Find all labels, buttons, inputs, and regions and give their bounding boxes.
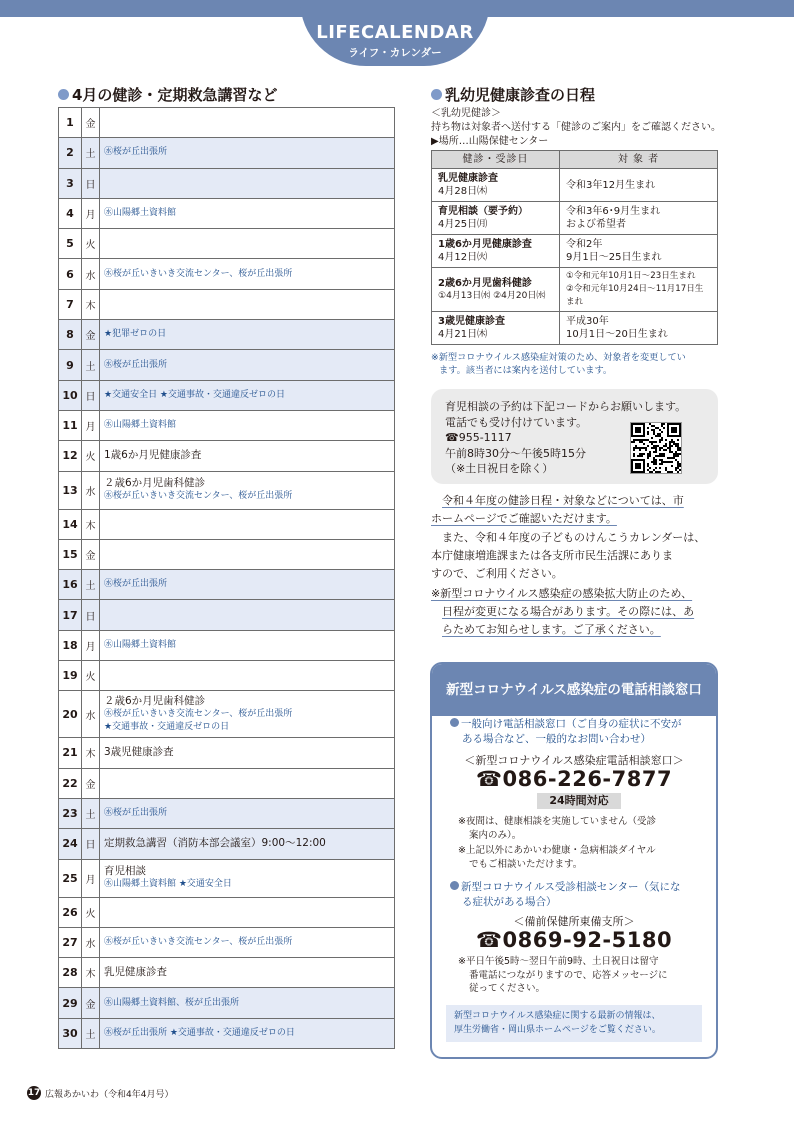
weekday: 金: [82, 108, 100, 138]
day-events: [100, 168, 395, 198]
place-line: ▶場所…山陽保健センター: [431, 136, 549, 147]
table-row: [432, 202, 718, 235]
day-number: 11: [59, 410, 82, 440]
day-number: 16: [59, 570, 82, 600]
calendar-row: [59, 691, 395, 738]
weekday: 日: [82, 168, 100, 198]
paragraph-calendar: また、令和４年度の子どものけんこうカレンダーは、 本庁健康増進課または各支所市民生活課にありま すので、ご利用ください。: [431, 531, 706, 580]
target-cell: [560, 268, 718, 312]
latest-info-note: 新型コロナウイルス感染症に関する最新の情報は、 厚生労働省・岡山県ホームページをご覧ください。: [446, 1005, 702, 1042]
day-number: 27: [59, 927, 82, 957]
day-events: [100, 259, 395, 289]
day-events: [100, 138, 395, 168]
weekday: 金: [82, 768, 100, 798]
day-number: 7: [59, 289, 82, 319]
weekday: 日: [82, 380, 100, 410]
event-line: ㊌桜が丘いきいき交流センター、桜が丘出張所: [104, 491, 293, 502]
calendar-row: [59, 198, 395, 228]
event-line: ★犯罪ゼロの日: [104, 329, 167, 340]
weekday: 土: [82, 350, 100, 380]
calendar-row: [59, 410, 395, 440]
target-cell: [560, 312, 718, 345]
calendar-row: [59, 958, 395, 988]
desk2-name: ＜備前保健所東備支所＞: [513, 915, 635, 928]
day-number: 28: [59, 958, 82, 988]
weekday: 水: [82, 927, 100, 957]
intro-line: 持ち物は対象者へ送付する「健診のご案内」をご確認ください。: [431, 122, 721, 133]
day-number: 3: [59, 168, 82, 198]
weekday: 土: [82, 1018, 100, 1048]
calendar-row: [59, 259, 395, 289]
weekday: 土: [82, 798, 100, 828]
weekday: 月: [82, 630, 100, 660]
weekday: 火: [82, 229, 100, 259]
calendar-row: [59, 108, 395, 138]
table-header: 健診・受診日: [432, 151, 560, 169]
weekday: 木: [82, 738, 100, 768]
weekday: 日: [82, 600, 100, 630]
weekday: 木: [82, 509, 100, 539]
event-line: ㊌桜が丘いきいき交流センター、桜が丘出張所: [104, 936, 293, 947]
day-number: 22: [59, 768, 82, 798]
exam-date: ①4月13日㈬ ②4月20日㈬: [438, 290, 546, 301]
target-cell: [560, 235, 718, 268]
day-events: [100, 410, 395, 440]
day-events: [100, 958, 395, 988]
exam-cell: [432, 202, 560, 235]
day-events: [100, 988, 395, 1018]
calendar-row: [59, 350, 395, 380]
calendar-row: [59, 320, 395, 350]
weekday: 火: [82, 661, 100, 691]
paragraph-notice: ※新型コロナウイルス感染症の感染拡大防止のため、 日程が変更になる場合があります。その際には、あ らためてお知らせします。ご了承ください。: [431, 587, 695, 636]
event-line: ★交通事故・交通違反ゼロの日: [104, 721, 230, 732]
day-number: 18: [59, 630, 82, 660]
calendar-row: [59, 471, 395, 509]
day-events: [100, 539, 395, 569]
calendar-row: [59, 988, 395, 1018]
other-dial-note: ※上記以外にあかいわ健康・急病相談ダイヤル でもご相談いただけます。: [458, 845, 656, 870]
event-line: ㊌桜が丘出張所: [104, 147, 168, 158]
calendar-row: [59, 289, 395, 319]
day-number: 9: [59, 350, 82, 380]
calendar-row: [59, 509, 395, 539]
day-events: [100, 471, 395, 509]
day-events: [100, 798, 395, 828]
phone1[interactable]: ☎086-226-7877: [475, 767, 673, 791]
target-line: 10月1日～20日生まれ: [566, 329, 668, 340]
event-line: ２歳6か月児歯科健診: [104, 694, 206, 707]
exam-name: 育児相談（要予約）: [438, 206, 528, 217]
calendar-row: [59, 441, 395, 471]
day-events: [100, 509, 395, 539]
weekday: 水: [82, 471, 100, 509]
bullet-icon: [58, 89, 69, 100]
exam-cell: [432, 312, 560, 345]
day-events: [100, 829, 395, 859]
schedule-note: ※新型コロナウイルス感染症対策のため、対象者を変更してい ます。該当者には案内を送付しています。: [431, 352, 686, 376]
day-events: [100, 380, 395, 410]
event-line: ２歳6か月児歯科健診: [104, 477, 206, 490]
weekday: 木: [82, 289, 100, 319]
calendar-row: [59, 570, 395, 600]
day-number: 10: [59, 380, 82, 410]
exam-date: 4月12日㈫: [438, 252, 488, 263]
calendar-row: [59, 138, 395, 168]
event-line: ㊌桜が丘いきいき交流センター、桜が丘出張所: [104, 708, 293, 719]
event-line: ㊌桜が丘出張所: [104, 579, 168, 590]
calendar-row: [59, 1018, 395, 1048]
day-events: [100, 897, 395, 927]
day-events: [100, 661, 395, 691]
day-events: [100, 441, 395, 471]
day-number: 13: [59, 471, 82, 509]
exam-name: 3歳児健康診査: [438, 316, 505, 327]
day-events: [100, 691, 395, 738]
day-number: 17: [59, 600, 82, 630]
day-events: [100, 289, 395, 319]
paragraph-homepage: 令和４年度の健診日程・対象などについては、市 ホームページでご確認いただけます。: [431, 494, 684, 525]
event-line: 乳児健康診査: [104, 966, 167, 979]
day-events: [100, 320, 395, 350]
day-number: 30: [59, 1018, 82, 1048]
page-number: 17: [27, 1088, 41, 1098]
schedule-title: 乳幼児健康診査の日程: [431, 84, 595, 105]
calendar-row: [59, 600, 395, 630]
table-row: [432, 312, 718, 345]
exam-name: 2歳6か月児歯科健診: [438, 277, 532, 289]
day-events: [100, 738, 395, 768]
weekday: 月: [82, 198, 100, 228]
calendar-row: [59, 380, 395, 410]
event-line: ㊌山陽郷土資料館: [104, 639, 177, 650]
weekday: 火: [82, 897, 100, 927]
exam-cell: [432, 169, 560, 202]
day-events: [100, 229, 395, 259]
event-line: ㊌桜が丘出張所: [104, 808, 168, 819]
day-number: 2: [59, 138, 82, 168]
target-line: ①令和元年10月1日～23日生まれ: [566, 271, 696, 281]
day-number: 25: [59, 859, 82, 897]
header-subtitle: ライフ・カレンダー: [348, 47, 442, 59]
table-row: [432, 235, 718, 268]
calendar-row: [59, 168, 395, 198]
exam-date: 4月28日㈭: [438, 186, 488, 197]
day-number: 21: [59, 738, 82, 768]
desk1-name: ＜新型コロナウイルス感染症電話相談窓口＞: [464, 754, 684, 767]
day-events: [100, 350, 395, 380]
calendar-row: [59, 630, 395, 660]
weekday: 水: [82, 259, 100, 289]
exam-cell: [432, 268, 560, 312]
day-number: 12: [59, 441, 82, 471]
bullet-icon: [450, 881, 459, 890]
day-events: [100, 768, 395, 798]
weekday: 月: [82, 859, 100, 897]
corona-title: 新型コロナウイルス感染症の電話相談窓口: [432, 664, 716, 716]
day-number: 6: [59, 259, 82, 289]
table-row: [432, 268, 718, 312]
event-line: ㊌山陽郷土資料館、桜が丘出張所: [104, 997, 240, 1008]
exam-name: 乳児健康診査: [438, 173, 498, 184]
day-events: [100, 198, 395, 228]
target-line: 令和2年: [566, 239, 603, 250]
event-line: ㊌桜が丘出張所 ★交通事故・交通違反ゼロの日: [104, 1027, 295, 1038]
day-number: 14: [59, 509, 82, 539]
event-line: 3歳児健康診査: [104, 746, 174, 759]
sub-label: ＜乳幼児健診＞: [431, 108, 501, 119]
day-number: 15: [59, 539, 82, 569]
event-line: 1歳6か月児健康診査: [104, 449, 202, 462]
weekday: 金: [82, 988, 100, 1018]
event-line: ★交通安全日 ★交通事故・交通違反ゼロの日: [104, 389, 285, 400]
day-number: 20: [59, 691, 82, 738]
calendar-row: [59, 738, 395, 768]
day-events: [100, 630, 395, 660]
event-line: ㊌山陽郷土資料館 ★交通安全日: [104, 879, 232, 890]
visit-consult-item: 新型コロナウイルス受診相談センター（気にな る症状がある場合）: [450, 880, 680, 910]
table-header: 対 象 者: [560, 151, 718, 169]
night-note: ※夜間は、健康相談を実施していません（受診 案内のみ）。: [458, 816, 656, 841]
publication-name: 広報あかいわ（令和4年4月号）: [45, 1090, 174, 1100]
day-number: 29: [59, 988, 82, 1018]
event-line: 育児相談: [104, 865, 146, 878]
day-number: 23: [59, 798, 82, 828]
day-events: [100, 570, 395, 600]
event-line: ㊌山陽郷土資料館: [104, 420, 177, 431]
exam-date: 4月21日㈭: [438, 329, 488, 340]
day-events: [100, 1018, 395, 1048]
day-number: 5: [59, 229, 82, 259]
target-line: および希望者: [566, 219, 626, 230]
event-line: ㊌桜が丘いきいき交流センター、桜が丘出張所: [104, 268, 293, 279]
day-number: 1: [59, 108, 82, 138]
calendar-row: [59, 798, 395, 828]
day-events: [100, 600, 395, 630]
weekday: 金: [82, 320, 100, 350]
event-line: 定期救急講習（消防本部会議室）9:00～12:00: [104, 837, 326, 850]
phone2[interactable]: ☎0869-92-5180: [475, 928, 673, 952]
calendar-table: [58, 107, 395, 1049]
day-number: 8: [59, 320, 82, 350]
weekday: 木: [82, 958, 100, 988]
calendar-row: [59, 897, 395, 927]
calendar-row: [59, 829, 395, 859]
target-cell: [560, 169, 718, 202]
weekday: 月: [82, 410, 100, 440]
calendar-row: [59, 539, 395, 569]
day-events: [100, 859, 395, 897]
off-hours-note: ※平日午後5時～翌日午前9時、土日祝日は留守 番電話につながりますので、応答メッセージに 従ってください。: [458, 956, 668, 994]
weekday: 土: [82, 138, 100, 168]
exam-date: 4月25日㈪: [438, 219, 488, 230]
day-number: 24: [59, 829, 82, 859]
event-line: ㊌桜が丘出張所: [104, 359, 168, 370]
calendar-row: [59, 859, 395, 897]
header-title: LIFECALENDAR: [316, 22, 474, 43]
bullet-icon: [431, 89, 442, 100]
qr-code-icon[interactable]: [630, 422, 682, 474]
weekday: 金: [82, 539, 100, 569]
day-events: [100, 927, 395, 957]
event-line: ㊌山陽郷土資料館: [104, 208, 177, 219]
weekday: 日: [82, 829, 100, 859]
exam-cell: [432, 235, 560, 268]
target-line: 令和3年12月生まれ: [566, 179, 656, 191]
general-consult-item: 一般向け電話相談窓口（ご自身の症状に不安が ある場合など、一般的なお問い合わせ）: [450, 717, 682, 747]
target-line: 令和3年6･9月生まれ: [566, 206, 661, 217]
weekday: 水: [82, 691, 100, 738]
calendar-row: [59, 229, 395, 259]
bullet-icon: [450, 718, 459, 727]
weekday: 土: [82, 570, 100, 600]
day-number: 4: [59, 198, 82, 228]
calendar-title: 4月の健診・定期救急講習など: [58, 84, 277, 105]
day-events: [100, 108, 395, 138]
target-line: 平成30年: [566, 316, 609, 327]
schedule-table: [431, 150, 718, 345]
day-number: 26: [59, 897, 82, 927]
target-line: 9月1日～25日生まれ: [566, 252, 662, 263]
day-number: 19: [59, 661, 82, 691]
target-cell: [560, 202, 718, 235]
weekday: 火: [82, 441, 100, 471]
target-line: ②令和元年10月24日～11月17日生まれ: [566, 284, 704, 307]
table-row: [432, 169, 718, 202]
exam-name: 1歳6か月児健康診査: [438, 239, 532, 250]
consult-text: 育児相談の予約は下記コードからお願いします。 電話でも受け付けています。 ☎955-1117 午前8時30分～午後5時15分 （※土日祝日を除く）: [445, 400, 687, 475]
hours-badge: 24時間対応: [537, 793, 621, 809]
calendar-row: [59, 768, 395, 798]
calendar-row: [59, 927, 395, 957]
calendar-row: [59, 661, 395, 691]
